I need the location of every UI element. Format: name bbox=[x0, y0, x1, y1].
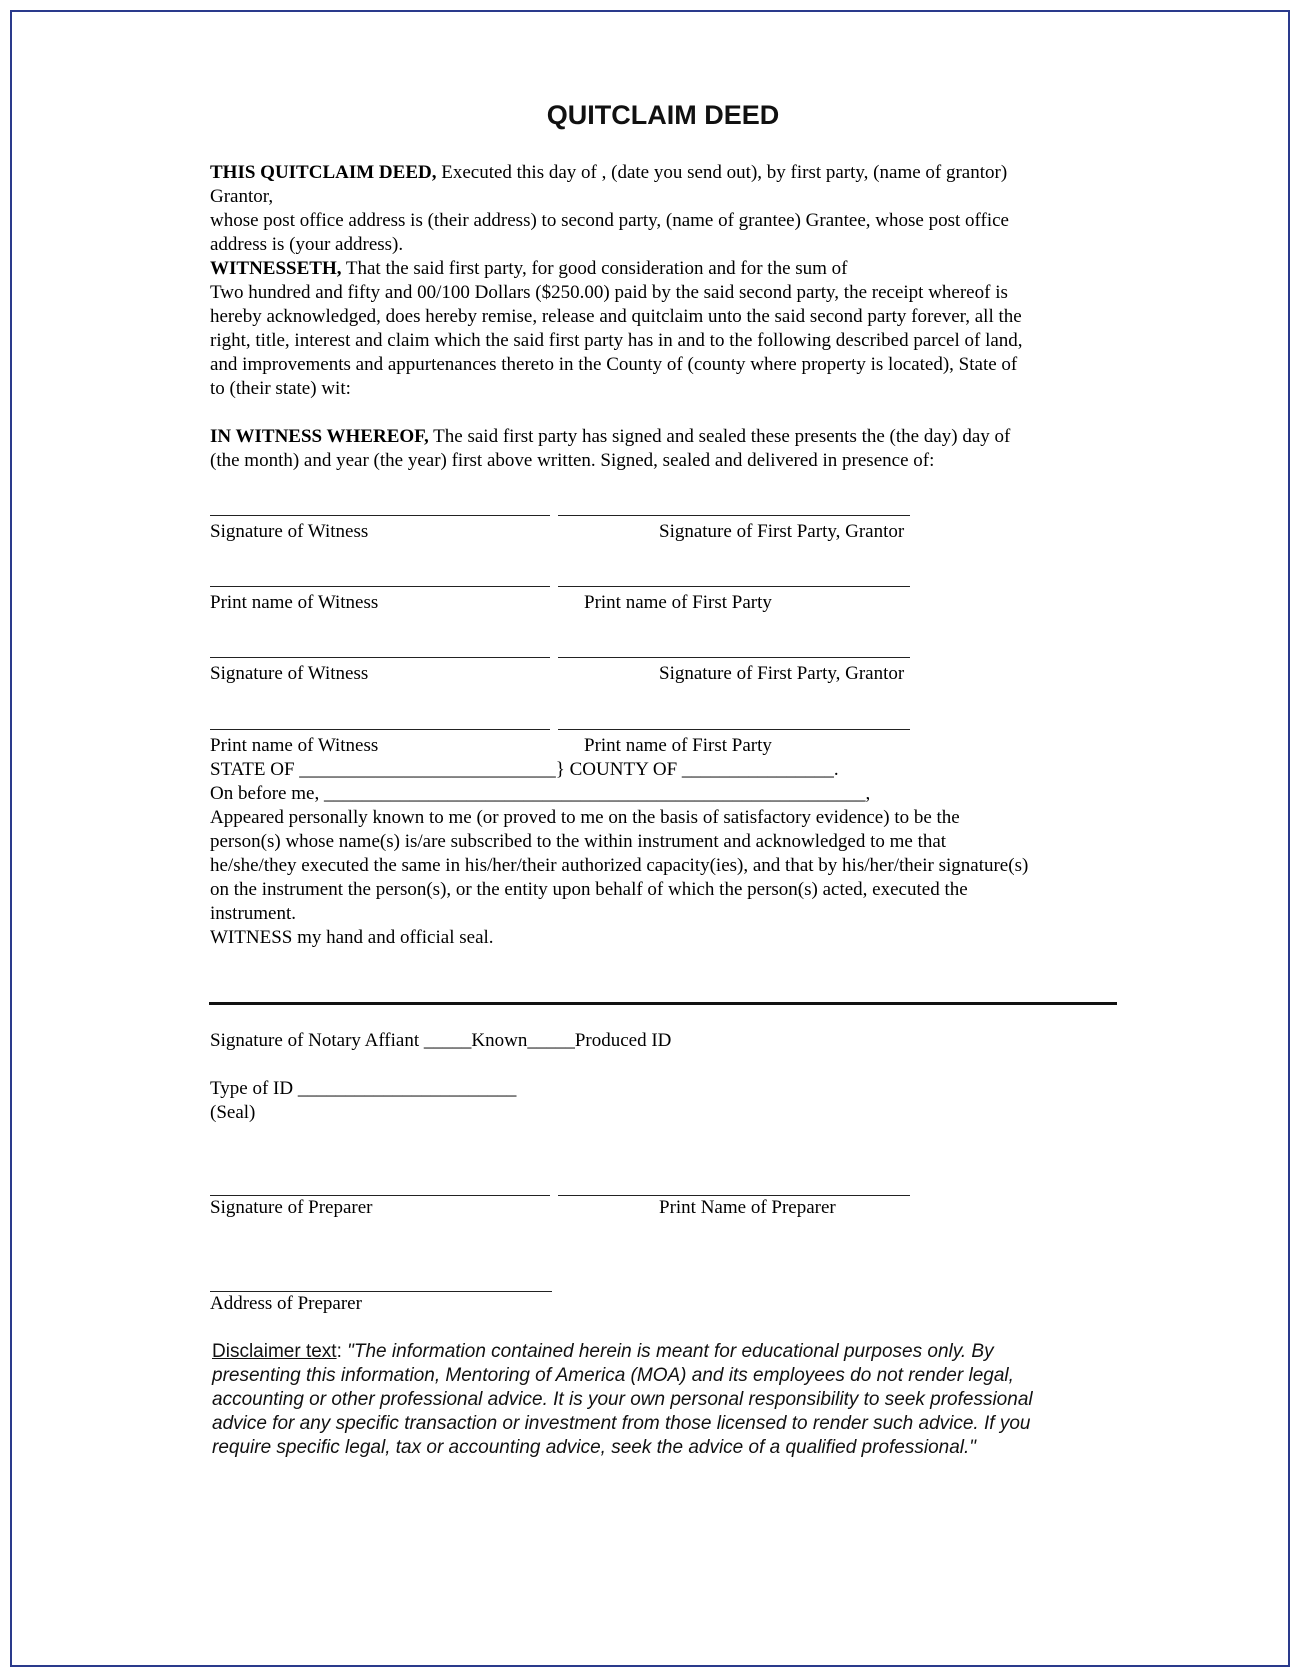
witnesseth-line-5: and improvements and appurtenances thereto in the County of (county where property is located), State of bbox=[210, 354, 1018, 375]
preparer-signature-line[interactable] bbox=[210, 1195, 550, 1196]
witness-signature-line-1[interactable] bbox=[210, 515, 550, 516]
in-witness-line-2: (the month) and year (the year) first above written. Signed, sealed and delivered in presence of: bbox=[210, 450, 935, 471]
witnesseth-line-4: right, title, interest and claim which the said first party has in and to the following described parcel of land, bbox=[210, 330, 1023, 351]
state-county-line[interactable]: STATE OF ___________________________} COUNTY OF ________________. bbox=[210, 759, 839, 780]
disclaimer-text-4: advice for any specific transaction or investment from those licensed to render such advice. If you bbox=[212, 1413, 1031, 1434]
first-party-print-label-1: Print name of First Party bbox=[584, 592, 772, 613]
acknowledgment-line-3: he/she/they executed the same in his/her/their authorized capacity(ies), and that by his/her/their signature(s) bbox=[210, 855, 1029, 876]
first-party-print-label-2: Print name of First Party bbox=[584, 735, 772, 756]
disclaimer-colon: : bbox=[336, 1341, 348, 1362]
witness-signature-line-2[interactable] bbox=[210, 657, 550, 658]
grantor-signature-line-1[interactable] bbox=[558, 515, 910, 516]
witnesseth-lead: WITNESSETH, bbox=[210, 258, 342, 279]
disclaimer-text-2: presenting this information, Mentoring of America (MOA) and its employees do not render legal, bbox=[212, 1365, 1014, 1386]
witnesseth-line-6: to (their state) wit: bbox=[210, 378, 351, 399]
disclaimer-text-5: require specific legal, tax or accounting advice, seek the advice of a qualified professional." bbox=[212, 1437, 977, 1458]
intro-line-4: address is (your address). bbox=[210, 234, 404, 255]
grantor-signature-label-2: Signature of First Party, Grantor bbox=[659, 663, 905, 684]
witnesseth-line-1 bbox=[210, 258, 848, 280]
disclaimer-label: Disclaimer text bbox=[212, 1341, 337, 1362]
disclaimer-line-1 bbox=[212, 1340, 1122, 1364]
disclaimer-text-1: "The information contained herein is meant for educational purposes only. By bbox=[347, 1341, 994, 1362]
first-party-print-line-1[interactable] bbox=[558, 586, 910, 587]
grantor-signature-label-1: Signature of First Party, Grantor bbox=[659, 521, 905, 542]
intro-line-2: Grantor, bbox=[210, 186, 274, 207]
preparer-address-label: Address of Preparer bbox=[210, 1293, 362, 1314]
intro-text-1: Executed this day of , (date you send out), by first party, (name of grantor) bbox=[436, 162, 1008, 183]
before-me-line[interactable]: On before me, _________________________________________________________, bbox=[210, 783, 871, 804]
acknowledgment-line-2: person(s) whose name(s) is/are subscribed to the within instrument and acknowledged to me that bbox=[210, 831, 947, 852]
first-party-print-line-2[interactable] bbox=[558, 729, 910, 730]
witnesseth-line-2: Two hundred and fifty and 00/100 Dollars ($250.00) paid by the said second party, the receipt whereof is bbox=[210, 282, 1008, 303]
preparer-signature-label: Signature of Preparer bbox=[210, 1197, 373, 1218]
witness-signature-label-2: Signature of Witness bbox=[210, 663, 369, 684]
intro-line-3: whose post office address is (their address) to second party, (name of grantee) Grantee, whose post office bbox=[210, 210, 1009, 231]
preparer-print-name-line[interactable] bbox=[558, 1195, 910, 1196]
preparer-print-name-label: Print Name of Preparer bbox=[659, 1197, 836, 1218]
grantor-signature-line-2[interactable] bbox=[558, 657, 910, 658]
witnesseth-line-3: hereby acknowledged, does hereby remise, release and quitclaim unto the said second party forever, all the bbox=[210, 306, 1022, 327]
witness-print-line-1[interactable] bbox=[210, 586, 550, 587]
in-witness-lead: IN WITNESS WHEREOF, bbox=[210, 426, 429, 447]
document-title: QUITCLAIM DEED bbox=[546, 100, 780, 130]
intro-lead: THIS QUITCLAIM DEED, bbox=[210, 162, 437, 183]
intro-line-1 bbox=[210, 162, 1007, 184]
in-witness-line-1 bbox=[210, 426, 1010, 448]
witnesseth-text-1: That the said first party, for good consideration and for the sum of bbox=[341, 258, 848, 279]
type-of-id-line[interactable]: Type of ID _______________________ bbox=[210, 1078, 517, 1099]
notary-affiant-line[interactable]: Signature of Notary Affiant _____Known_____Produced ID bbox=[210, 1030, 672, 1051]
in-witness-text-1: The said first party has signed and sealed these presents the (the day) day of bbox=[428, 426, 1011, 447]
disclaimer-text-3: accounting or other professional advice. It is your own personal responsibility to seek professional bbox=[212, 1389, 1033, 1410]
acknowledgment-line-5: instrument. bbox=[210, 903, 297, 924]
witness-hand-seal-line: WITNESS my hand and official seal. bbox=[210, 927, 494, 948]
acknowledgment-line-4: on the instrument the person(s), or the entity upon behalf of which the person(s) acted, executed the bbox=[210, 879, 968, 900]
notary-signature-rule[interactable] bbox=[209, 1002, 1117, 1005]
document-page bbox=[10, 10, 1290, 1667]
witness-print-line-2[interactable] bbox=[210, 729, 550, 730]
preparer-address-line[interactable] bbox=[210, 1291, 552, 1292]
disclaimer-block bbox=[212, 1340, 1122, 1460]
witness-signature-label-1: Signature of Witness bbox=[210, 521, 369, 542]
acknowledgment-line-1: Appeared personally known to me (or proved to me on the basis of satisfactory evidence) to be the bbox=[210, 807, 960, 828]
witness-print-label-2: Print name of Witness bbox=[210, 735, 379, 756]
seal-label: (Seal) bbox=[210, 1102, 256, 1123]
witness-print-label-1: Print name of Witness bbox=[210, 592, 379, 613]
